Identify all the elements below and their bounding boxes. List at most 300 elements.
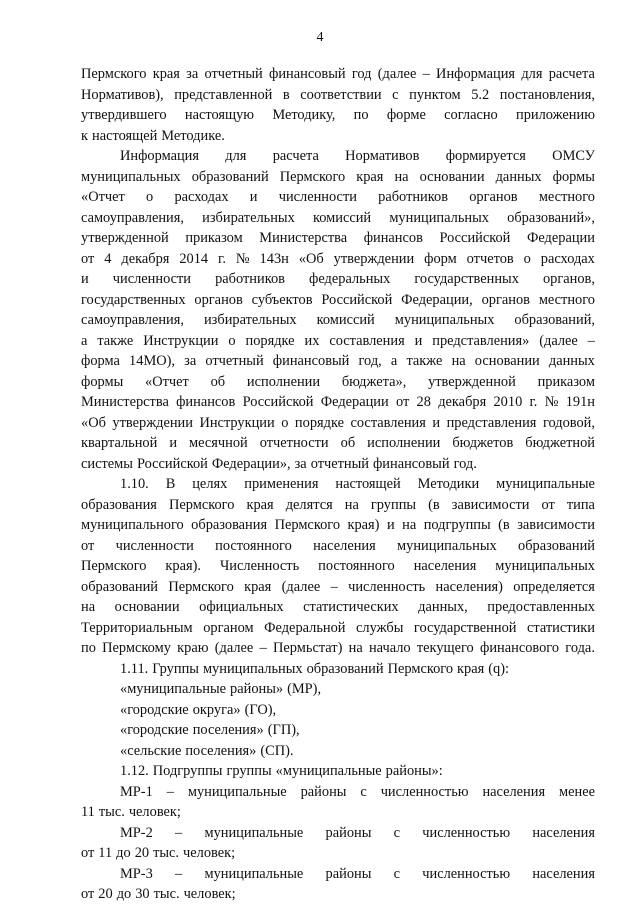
word: от: [541, 496, 555, 513]
word: Пермского: [81, 558, 147, 574]
word: по: [81, 640, 96, 656]
word: МР-1: [120, 783, 153, 800]
word: основании: [114, 599, 180, 615]
word: районы: [300, 783, 347, 800]
text-line: [81, 351, 595, 372]
word: Инструкции: [143, 332, 219, 349]
word: округа»: [192, 701, 241, 718]
text-line: [81, 474, 595, 495]
word: населения: [482, 783, 546, 800]
word: муниципальных: [81, 168, 181, 185]
word: Российской: [321, 291, 393, 308]
word: (в: [428, 496, 440, 513]
word: населения): [435, 578, 503, 595]
word: Инструкции: [199, 414, 275, 431]
text-line: [81, 536, 595, 557]
text-line: [81, 802, 595, 823]
word: –: [175, 865, 183, 882]
word: их: [304, 332, 320, 349]
word: избирательных: [203, 312, 297, 328]
word: «Об: [298, 250, 324, 267]
word: и: [169, 435, 178, 451]
word: о: [146, 189, 154, 205]
word: «городские: [120, 701, 189, 718]
word: муниципальные: [496, 476, 595, 492]
word: Пермского: [279, 168, 346, 185]
word: года.: [565, 640, 595, 656]
word: Методики: [417, 476, 480, 492]
word: субъектов: [251, 291, 313, 308]
word: МР-3: [120, 865, 153, 882]
word: от: [81, 537, 95, 554]
word: декабря: [121, 250, 170, 267]
text-line: [81, 392, 595, 413]
word: на: [451, 353, 466, 369]
word: подгруппы: [423, 517, 491, 533]
word: Подгруппы: [152, 763, 223, 779]
word: системы: [81, 455, 133, 472]
word: и: [432, 414, 441, 431]
word: (далее: [214, 640, 254, 656]
word: федеральных: [309, 271, 391, 287]
word: год.: [453, 455, 477, 472]
word: постоянного: [215, 537, 292, 554]
text-line: [81, 290, 595, 311]
word: края: [457, 660, 485, 677]
word: Группы: [152, 660, 199, 677]
word: Нормативов: [345, 148, 420, 164]
text-line: [81, 597, 595, 618]
word: работников: [215, 271, 285, 287]
word: и: [249, 189, 258, 205]
word: муниципальных: [495, 558, 595, 574]
word: тыс.: [153, 845, 180, 861]
word: муниципальные: [204, 865, 304, 882]
text-line: [81, 228, 595, 249]
word: формы: [552, 168, 595, 185]
word: численности: [112, 271, 192, 287]
word: №: [544, 394, 559, 410]
word: Федерации: [526, 230, 595, 246]
word: тыс.: [153, 886, 180, 902]
word: до: [116, 886, 132, 902]
word: муниципального: [81, 517, 184, 533]
word: на: [402, 517, 417, 533]
word: Методике.: [161, 127, 225, 144]
word: районы: [325, 824, 372, 841]
word: утвержденной: [81, 230, 169, 246]
word: отчетности: [259, 435, 329, 451]
word: государственных: [81, 291, 186, 308]
word: 1.10.: [120, 476, 149, 492]
word: г.: [218, 250, 226, 267]
word: «городские: [120, 722, 189, 738]
word: численностью: [380, 783, 469, 800]
word: по: [353, 107, 369, 123]
word: Пермского: [81, 66, 147, 82]
word: районы»:: [385, 763, 443, 779]
word: начало: [368, 640, 411, 656]
word: от: [81, 250, 95, 267]
word: муниципальных: [202, 660, 303, 677]
word: государственных: [414, 271, 519, 287]
word: статистики: [527, 619, 595, 636]
word: 143н: [259, 250, 289, 267]
word: органов,: [542, 271, 595, 287]
word: представления: [446, 414, 537, 431]
word: образования: [191, 517, 268, 533]
word: районы: [325, 865, 372, 882]
text-line: [81, 167, 595, 188]
text-line: [81, 413, 595, 434]
word: ОМСУ: [552, 148, 595, 164]
word: за: [186, 66, 199, 82]
word: 11: [98, 845, 113, 861]
word: настоящую: [184, 107, 255, 123]
word: финансового: [480, 640, 560, 656]
word: зависимости: [517, 517, 595, 533]
text-line: [81, 884, 595, 905]
word: муниципальные: [187, 783, 287, 800]
text-line: [81, 495, 595, 516]
word: отчетный: [204, 66, 263, 82]
word: настоящей: [92, 127, 158, 144]
text-line: [81, 126, 595, 147]
word: типа: [566, 496, 595, 513]
word: и: [81, 271, 89, 287]
word: 5.2: [471, 86, 490, 103]
word: постоянного: [318, 558, 395, 574]
text-line: [81, 659, 595, 680]
word: составления: [329, 332, 405, 349]
word: (в: [498, 517, 510, 533]
word: порядке: [245, 332, 295, 349]
word: поселения»: [192, 722, 264, 738]
word: Пермского: [274, 517, 341, 533]
word: формы: [81, 373, 124, 390]
word: расчета: [272, 148, 319, 164]
word: численности: [278, 189, 357, 205]
word: края).: [165, 558, 201, 574]
word: образований,: [514, 312, 595, 328]
word: от: [395, 394, 410, 410]
word: 11: [81, 804, 95, 820]
word: –: [330, 578, 338, 595]
word: расходах: [540, 250, 595, 267]
word: «сельские: [120, 742, 182, 759]
word: населения: [532, 865, 595, 882]
word: постановления,: [499, 86, 595, 103]
text-line: [81, 372, 595, 393]
word: 1.12.: [120, 763, 149, 779]
text-line: [81, 618, 595, 639]
word: с: [393, 865, 401, 882]
word: целях: [192, 476, 228, 492]
word: –: [587, 332, 595, 349]
word: –: [175, 824, 183, 841]
word: на: [394, 168, 409, 185]
word: г.: [529, 394, 538, 410]
word: «муниципальные: [120, 681, 227, 697]
word: (ГП),: [267, 722, 300, 738]
word: человек;: [183, 886, 236, 902]
word: форме: [386, 107, 426, 123]
word: «Об: [81, 414, 106, 431]
word: численности: [115, 537, 194, 554]
word: менее: [559, 783, 595, 800]
word: органов: [194, 291, 243, 308]
word: утверждении: [333, 250, 415, 267]
text-line: [81, 310, 595, 331]
word: службы: [356, 619, 404, 636]
word: с: [393, 824, 401, 841]
word: Российской: [439, 230, 511, 246]
word: на: [81, 599, 96, 615]
word: официальных: [199, 599, 284, 615]
word: в: [282, 86, 290, 103]
word: 1.11.: [120, 660, 149, 677]
word: самоуправления,: [81, 312, 184, 328]
word: образования: [81, 496, 157, 513]
word: соответствии: [300, 86, 382, 103]
word: «Отчет: [145, 373, 189, 390]
word: работников: [378, 189, 449, 205]
word: 2014: [179, 250, 209, 267]
word: приказом: [537, 373, 595, 390]
text-line: [81, 782, 595, 803]
word: Пермскому: [102, 640, 171, 656]
word: 20: [98, 886, 113, 902]
word: приложению: [516, 107, 595, 123]
word: населения: [413, 558, 477, 574]
word: о: [523, 250, 531, 267]
word: с: [392, 86, 399, 103]
text-line: [81, 761, 595, 782]
word: образований: [518, 537, 595, 554]
text-line: [81, 700, 595, 721]
word: «муниципальные: [275, 763, 382, 779]
word: исполнении: [367, 435, 441, 451]
word: представленной: [174, 86, 273, 103]
word: Федерации: [320, 394, 389, 410]
word: образований: [81, 578, 158, 595]
word: декабря: [438, 394, 487, 410]
word: (далее: [281, 578, 321, 595]
word: применения: [244, 476, 319, 492]
word: человек;: [128, 804, 181, 820]
word: определяется: [513, 578, 595, 595]
word: утверждении: [112, 414, 193, 431]
word: комиссий: [316, 312, 375, 328]
word: расходах: [174, 189, 229, 205]
text-line: [81, 577, 595, 598]
word: пунктом: [409, 86, 461, 103]
word: представления»: [432, 332, 530, 349]
word: человек;: [183, 845, 236, 861]
word: местного: [538, 291, 595, 308]
word: 14МО),: [129, 353, 176, 369]
word: 4: [104, 250, 112, 267]
word: также: [406, 353, 443, 369]
word: на: [344, 496, 359, 513]
word: Нормативов),: [81, 86, 164, 103]
word: согласно: [444, 107, 498, 123]
word: (ГО),: [244, 701, 277, 718]
word: год,: [358, 353, 382, 369]
word: предоставленных: [487, 599, 595, 615]
word: (СП).: [260, 742, 294, 759]
word: финансов: [363, 230, 423, 246]
word: 20: [134, 845, 150, 861]
text-line: [81, 556, 595, 577]
word: Территориальным: [81, 619, 193, 636]
word: образований: [191, 168, 269, 185]
word: муниципальных: [389, 209, 489, 226]
word: бюджетов: [452, 435, 514, 451]
word: Федерации»,: [211, 455, 291, 472]
word: 28: [416, 394, 431, 410]
word: данных: [495, 168, 542, 185]
word: органов: [469, 189, 518, 205]
word: государственной: [413, 619, 517, 636]
page-number: 4: [316, 30, 324, 45]
word: В: [165, 476, 176, 492]
text-line: [81, 515, 595, 536]
word: Информация: [436, 66, 516, 82]
word: от: [81, 886, 95, 902]
word: населения: [313, 537, 376, 554]
word: комиссий: [312, 209, 372, 226]
word: за: [184, 353, 197, 369]
word: Российской: [136, 455, 208, 472]
text-line: [81, 741, 595, 762]
word: порядке: [294, 414, 344, 431]
word: численность: [348, 578, 426, 595]
word: также: [97, 332, 134, 349]
word: края): [347, 517, 380, 533]
word: краю: [177, 640, 209, 656]
word: бюджетной: [525, 435, 595, 451]
word: Министерства: [81, 394, 169, 410]
word: форм: [424, 250, 457, 267]
word: №: [235, 250, 250, 267]
word: к: [81, 127, 88, 144]
word: основании: [419, 168, 485, 185]
word: утвердившего: [81, 107, 167, 123]
word: финансовый: [269, 66, 346, 82]
word: Пермского: [387, 660, 454, 677]
word: 30: [135, 886, 150, 902]
word: самоуправления,: [81, 209, 184, 226]
word: края: [356, 168, 384, 185]
word: для: [225, 148, 247, 164]
word: а: [390, 353, 398, 369]
text-line: [81, 64, 595, 85]
word: для: [521, 66, 543, 82]
word: настоящей: [335, 476, 401, 492]
word: –: [166, 783, 174, 800]
word: муниципальных: [394, 312, 495, 328]
word: данных,: [418, 599, 468, 615]
word: –: [422, 66, 430, 82]
word: делятся: [285, 496, 333, 513]
word: и: [414, 332, 423, 349]
word: а: [81, 332, 88, 349]
word: расчета: [548, 66, 595, 82]
word: финансов: [176, 394, 236, 410]
word: исполнении: [246, 373, 321, 390]
word: Пермского: [168, 496, 235, 513]
word: составления: [350, 414, 426, 431]
word: утвержденной: [428, 373, 516, 390]
text-line: [81, 269, 595, 290]
word: об: [340, 435, 356, 451]
word: образований: [306, 660, 384, 677]
word: текущего: [416, 640, 474, 656]
word: группы: [370, 496, 417, 513]
text-line: [81, 208, 595, 229]
word: приказом: [185, 230, 243, 246]
word: края: [246, 496, 274, 513]
word: края: [152, 66, 180, 82]
word: форма: [81, 353, 120, 369]
word: населения: [532, 824, 595, 841]
word: (далее: [377, 66, 417, 82]
word: год: [351, 66, 372, 82]
text-line: [81, 187, 595, 208]
word: (q):: [488, 660, 510, 677]
word: края: [244, 578, 272, 595]
word: о: [228, 332, 236, 349]
word: тыс.: [98, 804, 125, 820]
word: квартальной: [81, 435, 158, 451]
word: отчетный: [205, 353, 264, 369]
text-line: [81, 679, 595, 700]
word: основании: [474, 353, 540, 369]
word: Министерства: [259, 230, 348, 246]
word: местного: [538, 189, 595, 205]
text-line: [81, 864, 595, 885]
word: до: [116, 845, 131, 861]
word: финансовый: [372, 455, 450, 472]
word: Российской: [242, 394, 314, 410]
word: данных: [548, 353, 595, 369]
word: –: [259, 640, 267, 656]
word: от: [81, 845, 95, 861]
word: органом: [203, 619, 254, 636]
word: Федеральной: [264, 619, 346, 636]
text-line: [81, 454, 595, 475]
text-line: [81, 638, 595, 659]
word: органов: [481, 291, 530, 308]
word: о: [281, 414, 289, 431]
word: на: [348, 640, 363, 656]
word: статистических: [303, 599, 399, 615]
text-line: [81, 249, 595, 270]
text-line: [81, 331, 595, 352]
word: Пермьстат): [273, 640, 343, 656]
word: и: [386, 517, 395, 533]
word: (МР),: [287, 681, 322, 697]
word: за: [294, 455, 307, 472]
text-line: [81, 843, 595, 864]
word: муниципальных: [397, 537, 497, 554]
word: отчетный: [310, 455, 369, 472]
text-line: [81, 105, 595, 126]
text-line: [81, 823, 595, 844]
document-body: [81, 64, 595, 905]
word: районы»: [230, 681, 284, 697]
